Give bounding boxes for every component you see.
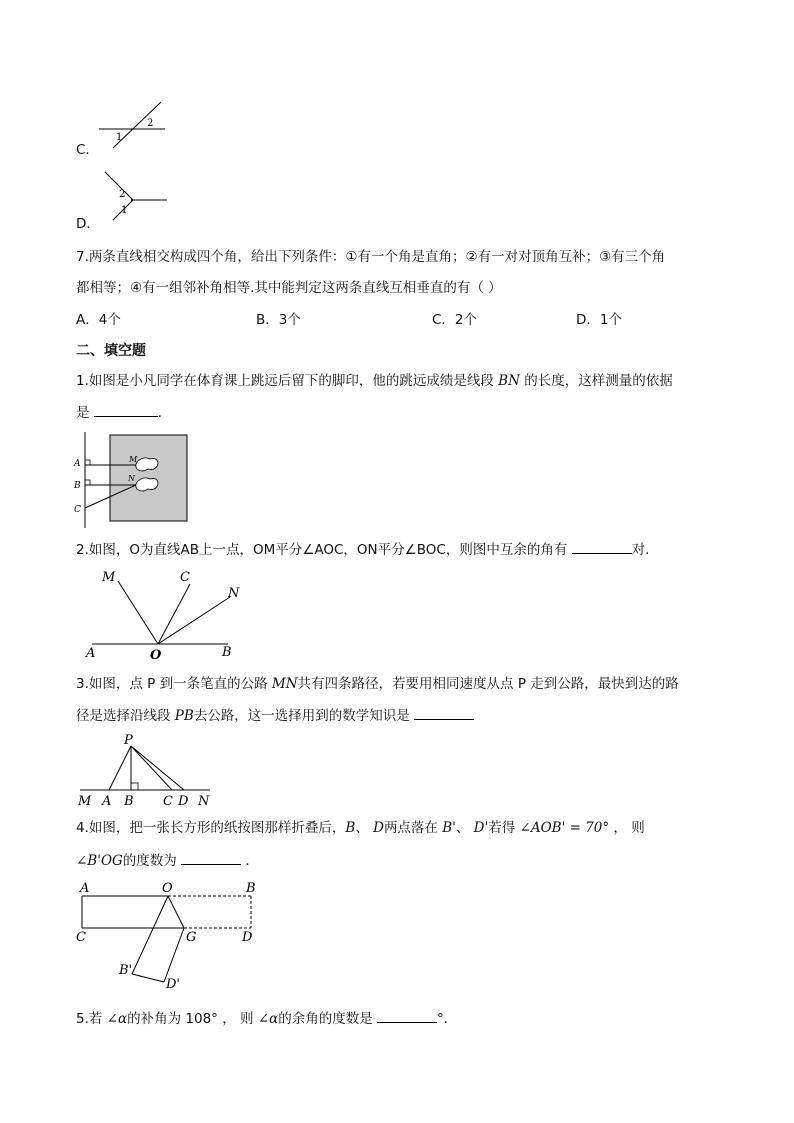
svg-text:B: B [74,481,81,491]
option-c-figure [95,98,170,153]
q7-line2: 都相等；④有一组邻补角相等.其中能判定这两条直线互相垂直的有（ ） [76,280,502,296]
option-c-label: C． [76,142,99,158]
f4-line1: 4.如图，把一张长方形的纸按图那样折叠后，B、 D两点落在 B'、 D'若得 ∠AOB' = 70° ， 则 [76,820,645,836]
svg-text:M: M [129,455,138,464]
svg-text:N: N [128,474,135,483]
answer-blank[interactable] [572,539,632,554]
footprint-m [136,458,158,471]
svg-text:D': D' [166,977,180,992]
svg-text:D: D [178,794,189,809]
option-d-figure [95,168,170,223]
svg-text:A: A [80,881,90,896]
footprint-n [136,478,158,491]
answer-blank[interactable] [377,1008,437,1023]
f4-figure [74,876,269,996]
q7-option-d: D．1个 [576,312,622,328]
f1-line1: 1.如图是小凡同学在体育课上跳远后留下的脚印，他的跳远成绩是线段 BN 的长度，这样测量的依据 [76,373,673,389]
q7-option-c: C．2个 [432,312,478,328]
svg-text:B: B [246,881,256,896]
f1-figure [70,428,195,530]
svg-text:B: B [124,794,134,809]
svg-text:B': B' [119,963,133,978]
svg-text:C: C [180,570,190,585]
angle-2-label: 2 [119,189,126,200]
svg-text:O: O [150,648,162,663]
answer-blank[interactable] [94,402,158,417]
option-d-label: D． [76,216,100,232]
svg-text:N: N [198,794,210,809]
svg-text:A: A [74,459,81,469]
f3-line1: 3.如图，点 P 到一条笔直的公路 MN共有四条路径，若要用相同速度从点 P 走到公路，最快到达的路 [76,676,679,692]
f1-line2: 是 ． [76,402,171,423]
svg-text:M: M [78,794,92,809]
q7-option-b: B．3个 [256,312,301,328]
svg-text:O: O [162,881,173,896]
svg-text:D: D [242,930,253,945]
answer-blank[interactable] [181,850,241,865]
f5-line: 5.若 ∠α的补角为 108° ， 则 ∠α的余角的度数是 °． [76,1008,457,1029]
f3-figure [74,732,219,812]
svg-text:M: M [102,570,116,585]
svg-text:C: C [76,930,86,945]
q7-line1: 7.两条直线相交构成四个角，给出下列条件：①有一个角是直角；②有一对对顶角互补；③有三个角 [76,249,666,265]
svg-text:G: G [186,930,197,945]
f3-line2: 径是选择沿线段 PB去公路，这一选择用到的数学知识是 [76,705,474,726]
svg-text:B: B [222,645,232,660]
f2-line: 2.如图，O为直线AB上一点，OM平分∠AOC，ON平分∠BOC，则图中互余的角有 对. [76,539,649,560]
svg-text:A: A [86,646,96,661]
f4-line2: ∠B'OG的度数为 ． [76,850,259,871]
f2-figure [80,564,250,664]
svg-text:C: C [163,794,173,809]
section-heading: 二、填空题 [76,343,146,359]
q7-option-a: A．4个 [76,312,121,328]
svg-text:P: P [124,733,133,748]
svg-text:N: N [228,586,240,601]
angle-1-label: 1 [121,205,128,216]
svg-text:C: C [74,505,81,515]
angle-2-label: 2 [147,118,154,129]
angle-1-label: 1 [116,132,123,143]
svg-text:A: A [102,794,112,809]
answer-blank[interactable] [414,705,474,720]
